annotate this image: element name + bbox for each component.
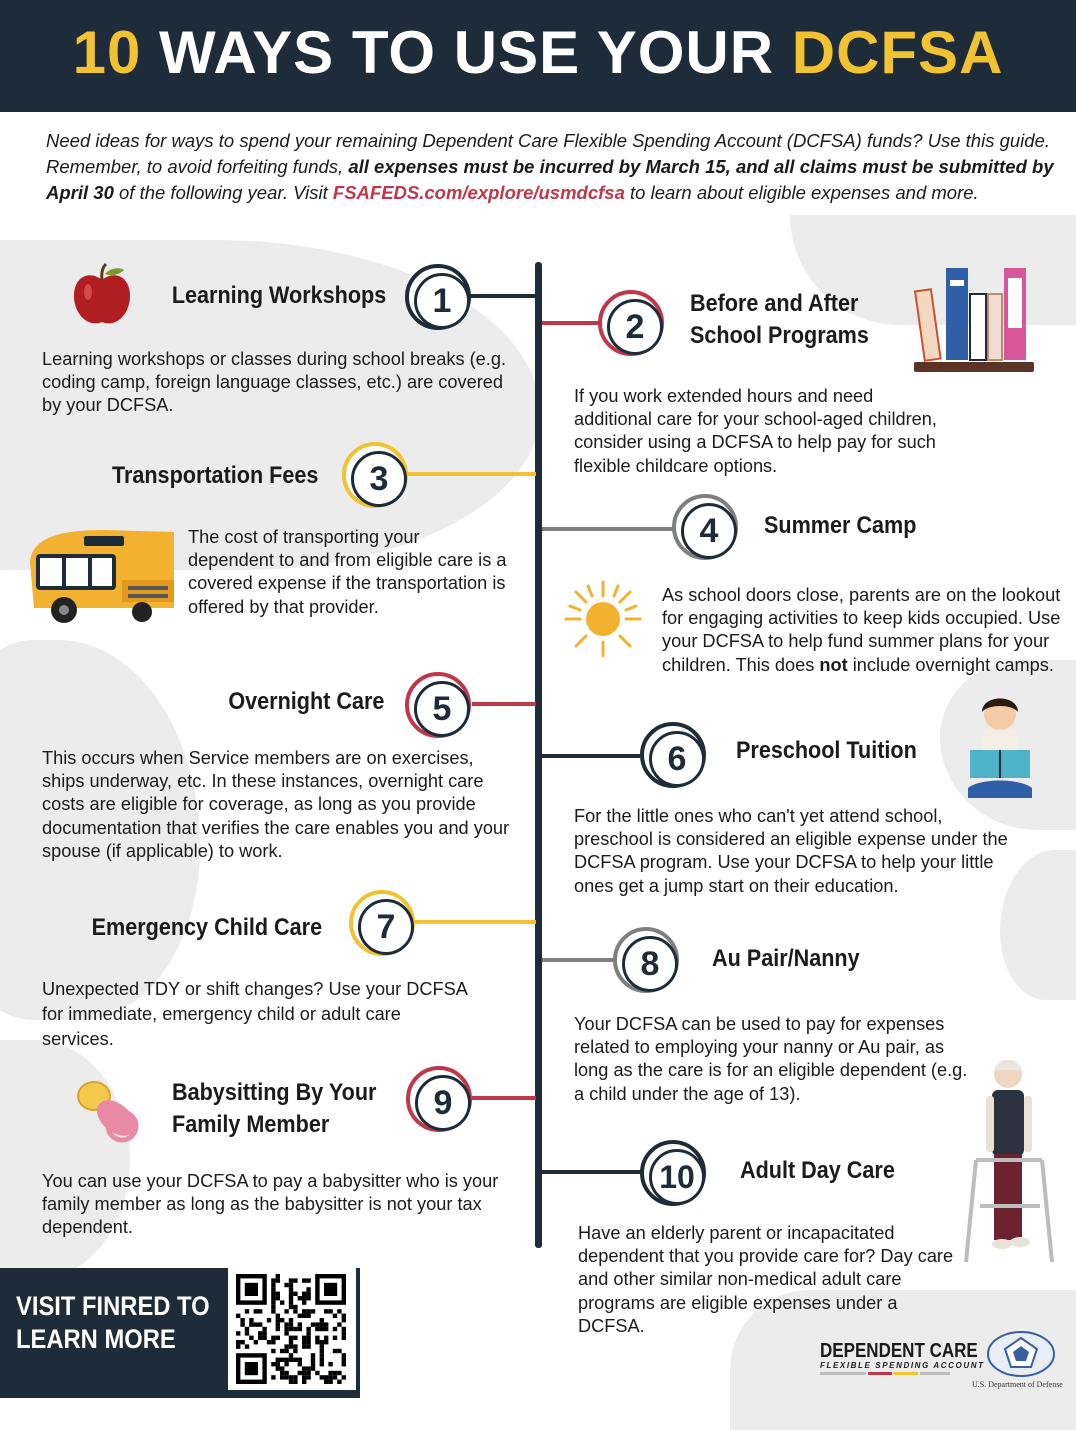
step-number-5 bbox=[405, 672, 471, 738]
item-text-5: This occurs when Service members are on exercises, ships underway, etc. In these instances, overnight care costs are eligible for coverage, as long as you provide documentation that verifies the care enables you and your spouse (if applicable) to work. bbox=[42, 748, 510, 861]
intro-text: of the following year. Visit bbox=[113, 182, 333, 203]
item-title-1: Learning Workshops bbox=[171, 282, 386, 309]
step-number-1 bbox=[405, 264, 471, 330]
dod-seal-icon bbox=[986, 1330, 1056, 1378]
title-number: 10 bbox=[72, 19, 142, 86]
item-text-10: Have an elderly parent or incapacitated dependent that you provide care for? Day care and other similar non-medical adult care programs are eligible expenses under a DCFSA. bbox=[578, 1223, 954, 1336]
item-title-10: Adult Day Care bbox=[740, 1157, 895, 1184]
fsafeds-link[interactable]: FSAFEDS.com/explore/usmdcfsa bbox=[332, 182, 625, 203]
number-label: 5 bbox=[432, 690, 452, 728]
sun-icon bbox=[562, 578, 644, 660]
item-text-7: Unexpected TDY or shift changes? Use your DCFSA for immediate, emergency child or adult care services. bbox=[42, 979, 467, 1049]
intro-text: Need ideas for ways to spend your remaining Dependent Care Flexible Spending Account (DCFSA) funds? Use this guide. Remember, to avoid forfeiting funds, bbox=[46, 130, 1050, 177]
number-label: 3 bbox=[369, 460, 389, 498]
item-title-2-text: Before and After School Programs bbox=[690, 290, 869, 349]
child-reading-icon bbox=[960, 692, 1040, 804]
connector-6 bbox=[542, 754, 640, 758]
item-text-6: For the little ones who can't yet attend school, preschool is considered an eligible expense under the DCFSA program. Use your DCFSA to help your little ones get a jump start on their education. bbox=[574, 806, 1008, 896]
intro-text: to learn about eligible expenses and more. bbox=[624, 182, 979, 203]
intro-paragraph bbox=[46, 128, 1056, 206]
step-number-6 bbox=[640, 722, 706, 788]
item-title-9-text: Babysitting By Your Family Member bbox=[172, 1079, 377, 1138]
connector-4 bbox=[542, 527, 674, 531]
item-title-7: Emergency Child Care bbox=[91, 914, 322, 941]
intro-deadline: all expenses must be incurred by March 15, and all claims must be submitted by April 30 bbox=[46, 156, 1054, 203]
connector-1 bbox=[470, 294, 536, 298]
step-number-10 bbox=[640, 1140, 706, 1206]
number-label: 9 bbox=[433, 1084, 453, 1122]
step-number-8 bbox=[613, 927, 679, 993]
number-label: 1 bbox=[432, 282, 452, 320]
item-text-1: Learning workshops or classes during school breaks (e.g. coding camp, foreign language classes, etc.) are covered by your DCFSA. bbox=[42, 349, 507, 416]
item-title-4: Summer Camp bbox=[764, 512, 917, 539]
item-text-2: If you work extended hours and need additional care for your school-aged children, consider using a DCFSA to help pay for such flexible childcare options. bbox=[574, 386, 937, 476]
item-title-6: Preschool Tuition bbox=[736, 737, 917, 764]
apple-icon bbox=[70, 262, 134, 328]
item-text-3: The cost of transporting your dependent to and from eligible care is a covered expense if the transportation is offered by that provider. bbox=[188, 527, 507, 617]
pacifier-icon bbox=[66, 1074, 150, 1154]
title-highlight: DCFSA bbox=[791, 19, 1004, 86]
item-title-5: Overnight Care bbox=[227, 688, 384, 715]
item-title-3: Transportation Fees bbox=[111, 462, 318, 489]
number-label: 6 bbox=[667, 740, 687, 778]
logo-line-2: FLEXIBLE SPENDING ACCOUNT bbox=[820, 1361, 985, 1370]
qr-code[interactable] bbox=[228, 1268, 356, 1390]
elderly-walker-icon bbox=[962, 1056, 1056, 1266]
number-label: 2 bbox=[625, 308, 645, 346]
step-number-4 bbox=[672, 494, 738, 560]
step-number-9 bbox=[406, 1066, 472, 1132]
timeline-spine bbox=[535, 262, 542, 1248]
books-icon bbox=[910, 266, 1036, 376]
logo-stripes bbox=[820, 1372, 1006, 1375]
item-text-4-bold: not bbox=[819, 654, 848, 675]
item-text-4-b: include overnight camps. bbox=[847, 654, 1054, 675]
connector-2 bbox=[542, 321, 600, 325]
visit-finred-text bbox=[16, 1290, 218, 1356]
connector-5 bbox=[472, 702, 536, 706]
item-title-8: Au Pair/Nanny bbox=[712, 945, 860, 972]
connector-10 bbox=[542, 1170, 648, 1174]
step-number-2 bbox=[598, 290, 664, 356]
item-title-2 bbox=[690, 288, 870, 352]
dod-caption: U.S. Department of Defense bbox=[972, 1380, 1063, 1389]
item-text-9: You can use your DCFSA to pay a babysitter who is your family member as long as the babysitter is not your tax dependent. bbox=[42, 1171, 499, 1238]
visit-label: VISIT FINRED TO LEARN MORE bbox=[16, 1291, 210, 1354]
step-number-7 bbox=[349, 890, 415, 956]
connector-7 bbox=[410, 920, 536, 924]
number-label: 4 bbox=[699, 512, 719, 550]
connector-9 bbox=[472, 1096, 536, 1100]
title-middle: WAYS TO USE YOUR bbox=[159, 19, 775, 86]
item-text-4 bbox=[662, 584, 1062, 677]
number-label: 8 bbox=[640, 945, 660, 983]
dependent-care-logo bbox=[820, 1340, 1006, 1375]
item-text-4-a: As school doors close, parents are on the lookout for engaging activities to keep kids occupied. Use your DCFSA to help fund summer plans for your children. This does bbox=[662, 585, 1061, 675]
number-label: 7 bbox=[376, 908, 396, 946]
item-text-8: Your DCFSA can be used to pay for expenses related to employing your nanny or Au pair, as long as the care is for an eligible dependent (e.g. a child under the age of 13). bbox=[574, 1014, 968, 1104]
step-number-3 bbox=[342, 442, 408, 508]
number-label: 10 bbox=[659, 1159, 695, 1195]
school-bus-icon bbox=[24, 524, 180, 624]
page-title bbox=[0, 18, 1076, 87]
connector-8 bbox=[542, 958, 614, 962]
logo-line-1: DEPENDENT CARE bbox=[820, 1340, 978, 1362]
connector-3 bbox=[402, 472, 536, 476]
item-title-9 bbox=[172, 1077, 379, 1141]
